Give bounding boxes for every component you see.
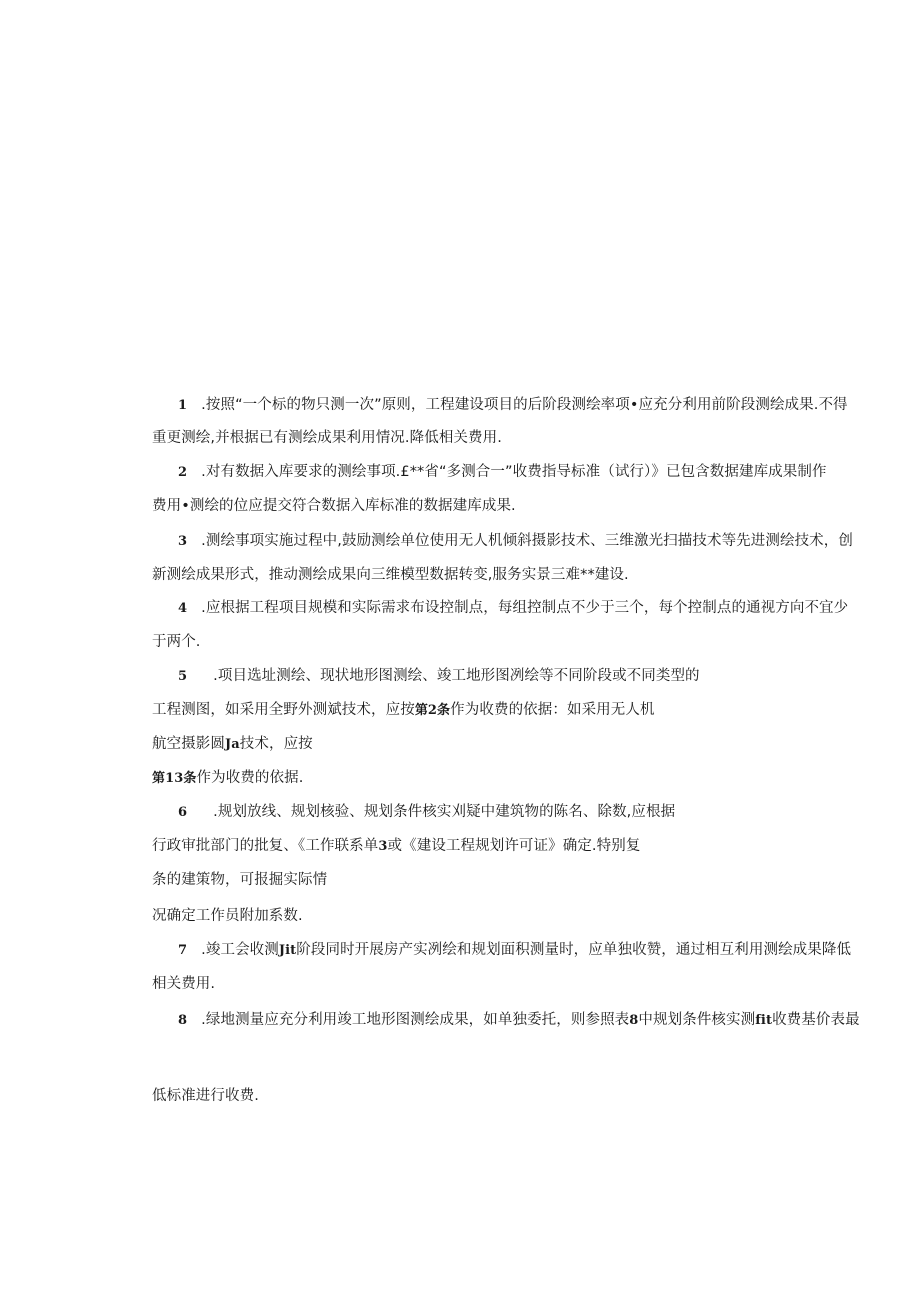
item-6-line-2 — [152, 836, 640, 857]
item-1-line-2: 重更测绘,并根据已有测绘成果利用情况.降低相关费用. — [152, 430, 502, 446]
bold-reference: 第2条 — [414, 703, 451, 718]
item-number: 1 — [178, 398, 188, 413]
item-3-line-2: 新测绘成果形式，推动测绘成果向三维模型数据转变,服务实景三难**建设. — [152, 567, 629, 583]
item-text: .规划放线、规划核验、规划条件核实刈疑中建筑物的陈名、除数,应根据 — [213, 804, 676, 820]
bold-reference: 第13条 — [152, 771, 197, 786]
item-8-line-1 — [178, 1010, 860, 1031]
bold-reference: 3 — [378, 839, 388, 854]
text-segment: 收费基价表最 — [772, 1012, 860, 1028]
item-text: .绿地测量应充分利用竣工地形图测绘成果，如单独委托，则参照表 — [201, 1012, 630, 1028]
text-segment: 作为收费的依据. — [196, 770, 304, 786]
item-7-line-2: 相关费用. — [152, 976, 216, 992]
item-4-line-2: 于两个. — [152, 634, 201, 650]
text-segment: 中规划条件核实测 — [638, 1012, 756, 1028]
item-text: .对有数据入库要求的测绘事项.£**省“多测合一”收费指导标准（试行）》已包含数据建库成果制作 — [201, 464, 827, 480]
item-5-line-2 — [152, 700, 655, 721]
text-segment: 技术，应按 — [239, 736, 313, 752]
text-segment: 阶段同时开展房产实冽绘和规划面积测量时，应单独收赞，通过相互利用测绘成果降低 — [296, 942, 852, 958]
text-segment: 航空摄影圆 — [152, 736, 225, 752]
item-number: 7 — [178, 943, 188, 958]
item-8-line-2: 低标准进行收费. — [152, 1088, 259, 1104]
item-number: 6 — [178, 805, 188, 820]
item-text: .项目选址测绘、现状地形图测绘、竣工地形图冽绘等不同阶段或不同类型的 — [213, 668, 700, 684]
item-number: 4 — [178, 601, 188, 616]
bold-reference: Ja — [225, 737, 240, 752]
bold-reference: 8 — [629, 1013, 639, 1028]
item-number: 8 — [178, 1013, 188, 1028]
item-number: 3 — [178, 534, 188, 549]
item-6-line-3: 条的建策物，可报掘实际情 — [152, 872, 328, 888]
bold-reference: Jit — [278, 943, 297, 958]
item-4-line-1 — [178, 598, 848, 619]
item-text: .按照“一个标的物只测一次”原则，工程建设项目的后阶段测绘率项•应充分利用前阶段测绘成果.不得 — [201, 397, 848, 413]
item-6-line-1 — [178, 802, 675, 823]
item-2-line-2: 费用•测绘的位应提交符合数据入库标准的数据建库成果. — [152, 498, 516, 514]
item-number: 2 — [178, 465, 188, 480]
bold-reference: fit — [755, 1013, 773, 1028]
item-5-line-3 — [152, 734, 313, 755]
item-5-line-1 — [178, 666, 700, 687]
text-segment: 工程测图，如采用全野外测斌技术，应按 — [152, 702, 415, 718]
item-text: .竣工会收测 — [201, 942, 279, 958]
item-3-line-1 — [178, 531, 853, 552]
text-segment: 行政审批部门的批复、《工作联系单 — [152, 838, 379, 854]
item-6-line-4: 况确定工作员附加系数. — [152, 908, 303, 924]
item-5-line-4 — [152, 768, 303, 789]
text-segment: 作为收费的依据：如采用无人机 — [450, 702, 655, 718]
text-segment: 或《建设工程规划许可证》确定.特别复 — [387, 838, 641, 854]
item-1-line-1 — [178, 395, 848, 416]
item-text: .应根据工程项目规模和实际需求布设控制点，每组控制点不少于三个，每个控制点的通视方向不宜少 — [201, 600, 849, 616]
item-7-line-1 — [178, 940, 851, 961]
item-2-line-1 — [178, 462, 827, 483]
item-text: .测绘事项实施过程中,鼓励测绘单位使用无人机倾斜摄影技术、三维激光扫描技术等先进测绘技术，创 — [201, 533, 853, 549]
item-number: 5 — [178, 669, 188, 684]
